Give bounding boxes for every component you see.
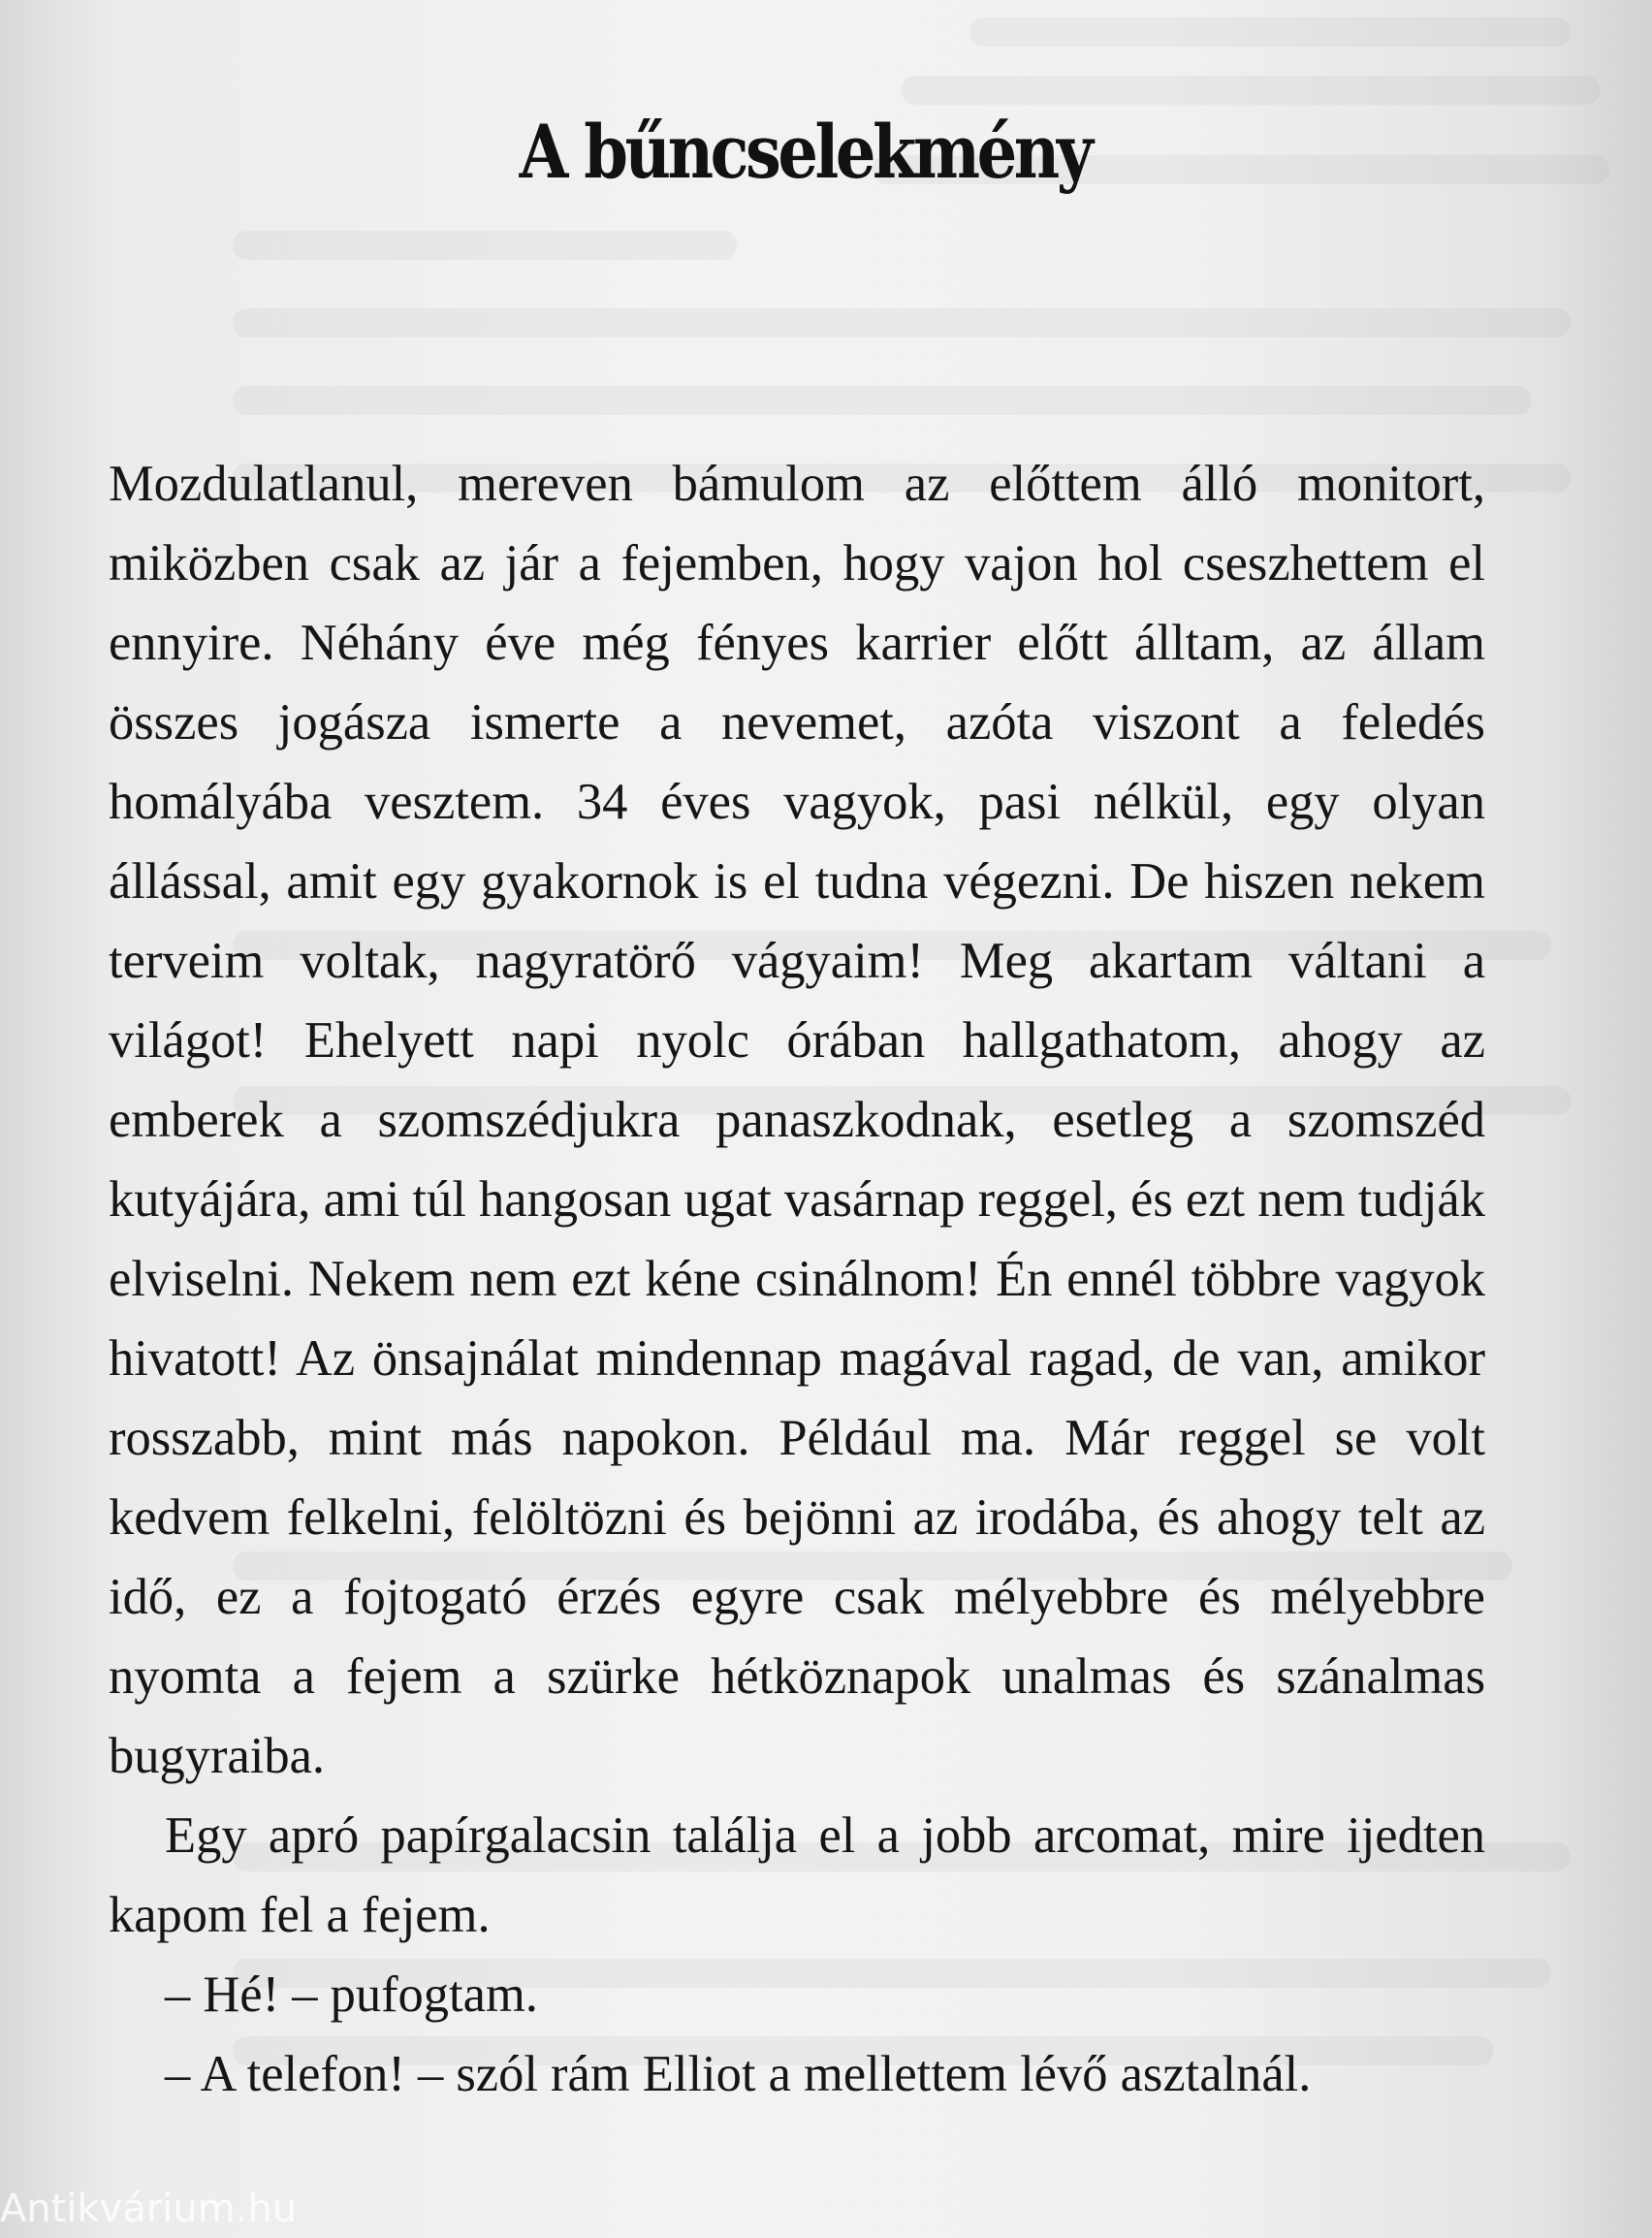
- watermark-text: Antikvárium.hu: [0, 2187, 298, 2231]
- paragraph-1: Mozdulatlanul, mereven bámulom az előttem álló monitort, miközben csak az jár a fejemben, hogy vajon hol cseszhettem el ennyire. Néhány éve még fényes karrier előtt álltam, az állam összes jogásza ismerte a nevemet, azóta viszont a feledés homályába vesztem. 34 éves vagyok, pasi nélkül, egy olyan állással, amit egy gyakornok is el tudna végezni. De hiszen nekem terveim voltak, nagyratörő vágyaim! Meg akartam váltani a világot! Ehelyett napi nyolc órában hallgathatom, ahogy az emberek a szomszédjukra panaszkodnak, esetleg a szomszéd kutyájára, ami túl hangosan ugat vasárnap reggel, és ezt nem tudják elviselni. Nekem nem ezt kéne csinálnom! Én ennél többre vagyok hivatott! Az önsajnálat mindennap magával ragad, de van, amikor rosszabb, mint más napokon. Például ma. Már reggel se volt kedvem felkelni, felöltözni és bejönni az irodába, és ahogy telt az idő, ez a fojtogató érzés egyre csak mélyebbre és mélyebbre nyomta a fejem a szürke hétköznapok unalmas és szánalmas bugyraiba.: [109, 456, 1485, 1784]
- dialogue-line-1: – Hé! – pufogtam.: [165, 1966, 538, 2023]
- dialogue-line-2: – A telefon! – szól rám Elliot a mellettem lévő asztalnál.: [165, 2046, 1312, 2102]
- paragraph-2: Egy apró papírgalacsin találja el a jobb arcomat, mire ijedten kapom fel a fejem.: [109, 1807, 1485, 1943]
- watermark-logo: [0, 2180, 368, 2231]
- chapter-title: A bűncselekmény: [519, 109, 1091, 195]
- chapter-body: [109, 444, 1485, 2114]
